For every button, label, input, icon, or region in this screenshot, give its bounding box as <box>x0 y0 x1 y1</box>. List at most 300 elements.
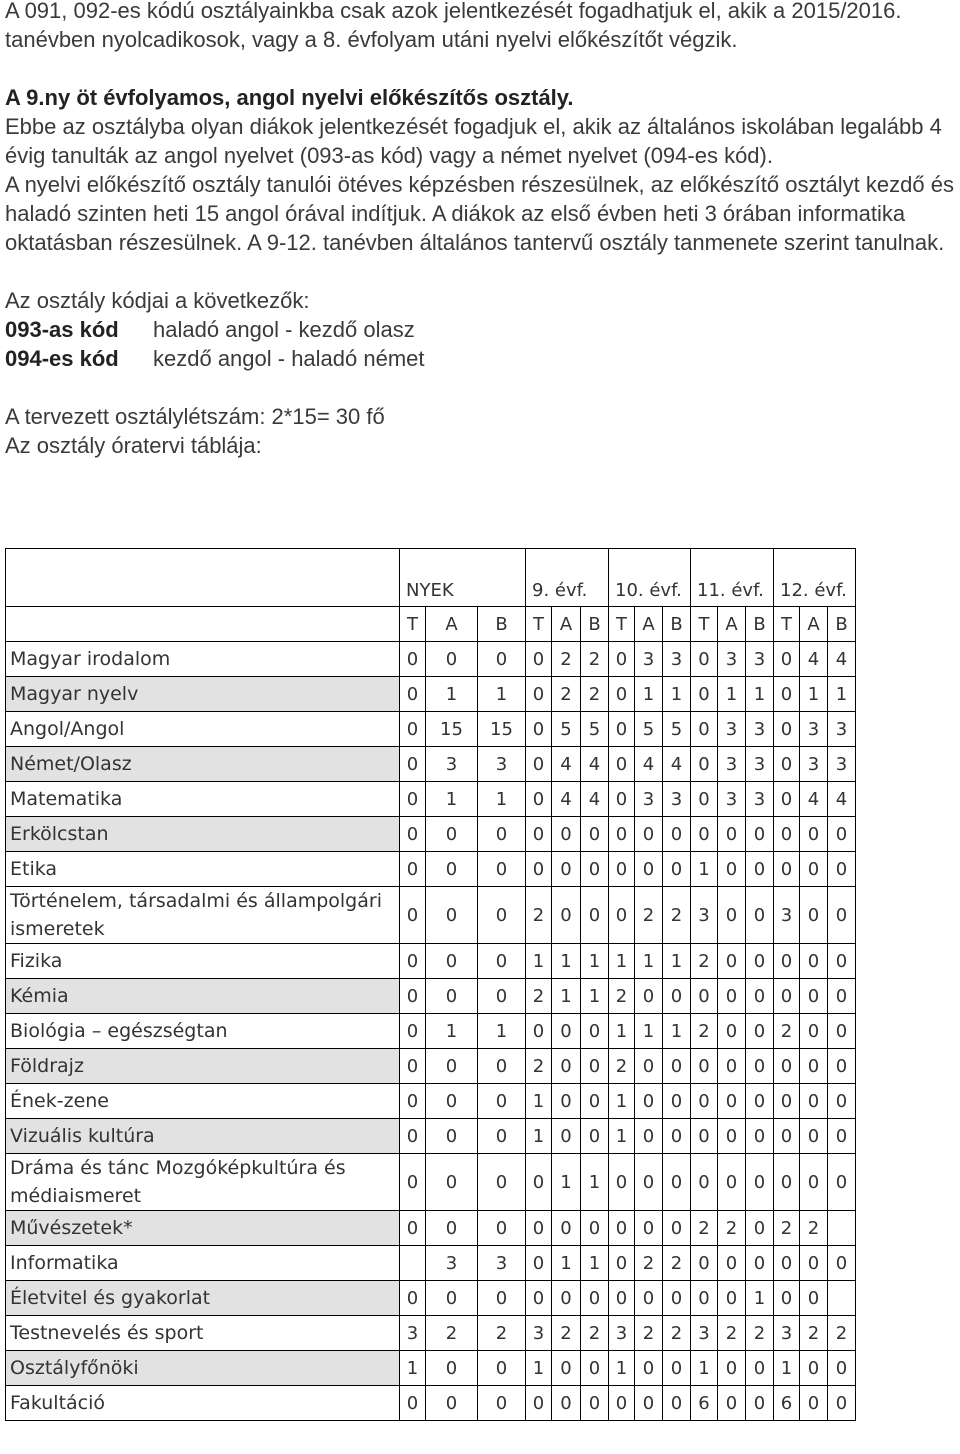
hours-cell: 0 <box>774 817 800 852</box>
curriculum-table <box>5 548 856 1421</box>
hours-cell: 3 <box>746 712 774 747</box>
hours-cell: 15 <box>478 712 526 747</box>
hours-cell: 0 <box>526 1281 552 1316</box>
hours-cell: 0 <box>609 1246 635 1281</box>
hours-cell: 0 <box>400 817 426 852</box>
hours-cell: 3 <box>478 747 526 782</box>
hours-cell: 0 <box>774 782 800 817</box>
hours-cell: 0 <box>400 1014 426 1049</box>
subject-cell: Fakultáció <box>6 1386 400 1421</box>
hours-cell: 0 <box>526 642 552 677</box>
hours-cell: 0 <box>663 852 691 887</box>
subject-cell: Történelem, társadalmi és állampolgári ismeretek <box>6 887 400 944</box>
hours-cell: 0 <box>691 1246 718 1281</box>
hours-cell: 2 <box>635 887 663 944</box>
sub-header-cell: B <box>746 607 774 642</box>
hours-cell: 2 <box>663 1316 691 1351</box>
hours-cell: 4 <box>828 782 856 817</box>
hours-cell: 0 <box>526 1211 552 1246</box>
hours-cell: 3 <box>746 747 774 782</box>
hours-cell: 0 <box>526 1154 552 1211</box>
hours-cell: 3 <box>635 782 663 817</box>
hours-cell: 0 <box>774 747 800 782</box>
table-row <box>6 1084 856 1119</box>
hours-cell: 2 <box>828 1316 856 1351</box>
subject-cell: Etika <box>6 852 400 887</box>
hours-cell: 0 <box>426 817 478 852</box>
hours-cell: 0 <box>774 1154 800 1211</box>
hours-cell: 0 <box>426 642 478 677</box>
header-empty-cell <box>6 549 400 607</box>
hours-cell: 0 <box>774 1281 800 1316</box>
hours-cell: 0 <box>426 1211 478 1246</box>
table-row <box>6 852 856 887</box>
hours-cell: 0 <box>691 642 718 677</box>
hours-cell: 3 <box>718 747 746 782</box>
subject-cell: Osztályfőnöki <box>6 1351 400 1386</box>
hours-cell: 3 <box>774 887 800 944</box>
hours-cell: 1 <box>526 1119 552 1154</box>
hours-cell: 0 <box>718 1154 746 1211</box>
hours-cell: 2 <box>552 677 581 712</box>
hours-cell: 0 <box>828 887 856 944</box>
hours-cell: 0 <box>800 1351 828 1386</box>
table-row <box>6 1049 856 1084</box>
hours-cell: 0 <box>426 1084 478 1119</box>
subject-cell: Testnevelés és sport <box>6 1316 400 1351</box>
hours-cell: 0 <box>828 817 856 852</box>
subject-cell: Életvitel és gyakorlat <box>6 1281 400 1316</box>
subject-cell: Dráma és tánc Mozgóképkultúra és médiaismeret <box>6 1154 400 1211</box>
hours-cell: 0 <box>691 817 718 852</box>
sub-header-cell: B <box>478 607 526 642</box>
hours-cell: 3 <box>635 642 663 677</box>
hours-cell: 1 <box>426 1014 478 1049</box>
hours-cell: 0 <box>478 852 526 887</box>
hours-cell: 0 <box>552 1049 581 1084</box>
hours-cell: 0 <box>609 782 635 817</box>
sub-header-cell: T <box>691 607 718 642</box>
hours-cell: 1 <box>774 1351 800 1386</box>
subject-cell: Földrajz <box>6 1049 400 1084</box>
hours-cell: 1 <box>800 677 828 712</box>
hours-cell: 0 <box>400 642 426 677</box>
hours-cell: 0 <box>746 1246 774 1281</box>
year-header-row <box>6 549 856 607</box>
hours-cell: 0 <box>426 1119 478 1154</box>
subject-cell: Magyar irodalom <box>6 642 400 677</box>
code-line <box>5 315 957 344</box>
subject-cell: Angol/Angol <box>6 712 400 747</box>
hours-cell: 0 <box>774 712 800 747</box>
hours-cell: 0 <box>691 677 718 712</box>
table-row <box>6 1154 856 1211</box>
hours-cell: 3 <box>800 712 828 747</box>
hours-cell: 0 <box>774 979 800 1014</box>
hours-cell: 0 <box>526 1386 552 1421</box>
hours-cell: 0 <box>552 1014 581 1049</box>
hours-cell: 1 <box>400 1351 426 1386</box>
hours-cell: 0 <box>718 1386 746 1421</box>
hours-cell: 0 <box>478 1084 526 1119</box>
table-row <box>6 944 856 979</box>
hours-cell: 0 <box>400 1211 426 1246</box>
hours-cell: 0 <box>478 1049 526 1084</box>
hours-cell: 0 <box>774 944 800 979</box>
hours-cell: 0 <box>400 979 426 1014</box>
hours-cell: 5 <box>581 712 609 747</box>
hours-cell: 3 <box>718 782 746 817</box>
hours-cell: 1 <box>581 1246 609 1281</box>
hours-cell: 0 <box>746 1154 774 1211</box>
hours-cell: 0 <box>800 1154 828 1211</box>
hours-cell: 0 <box>691 712 718 747</box>
hours-cell: 1 <box>426 782 478 817</box>
hours-cell: 0 <box>800 1014 828 1049</box>
hours-cell: 0 <box>400 747 426 782</box>
hours-cell <box>828 1211 856 1246</box>
hours-cell: 3 <box>718 642 746 677</box>
hours-cell: 0 <box>718 1246 746 1281</box>
hours-cell: 2 <box>426 1316 478 1351</box>
hours-cell: 3 <box>400 1316 426 1351</box>
hours-cell: 0 <box>581 887 609 944</box>
hours-cell: 2 <box>478 1316 526 1351</box>
hours-cell: 0 <box>426 1351 478 1386</box>
hours-cell: 0 <box>400 1154 426 1211</box>
hours-cell: 0 <box>526 817 552 852</box>
table-row <box>6 817 856 852</box>
hours-cell: 0 <box>581 1049 609 1084</box>
hours-cell: 3 <box>774 1316 800 1351</box>
hours-cell: 0 <box>774 852 800 887</box>
hours-cell: 0 <box>552 1084 581 1119</box>
class-heading: A 9.ny öt évfolyamos, angol nyelvi előkészítős osztály. <box>5 85 574 110</box>
hours-cell: 0 <box>718 944 746 979</box>
subject-cell: Művészetek* <box>6 1211 400 1246</box>
hours-cell: 0 <box>800 1386 828 1421</box>
code-label: 093-as kód <box>5 317 119 342</box>
hours-cell: 0 <box>478 1154 526 1211</box>
subject-cell: Erkölcstan <box>6 817 400 852</box>
code-line <box>5 344 957 373</box>
hours-cell: 0 <box>609 747 635 782</box>
hours-cell: 0 <box>400 677 426 712</box>
hours-cell: 0 <box>609 1386 635 1421</box>
hours-cell: 0 <box>663 1386 691 1421</box>
sub-header-empty-cell <box>6 607 400 642</box>
intro-paragraph-3: A nyelvi előkészítő osztály tanulói ötéves képzésben részesülnek, az előkészítő osztályt kezdő és haladó szinten heti 15 angol órával indítjuk. A diákok az első évben heti 3 órában informatika oktatásban részesülnek. A 9-12. tanévben általános tantervű osztály tanmenete szerint tanulnak. <box>5 172 954 255</box>
hours-cell: 1 <box>635 1014 663 1049</box>
hours-cell: 0 <box>478 979 526 1014</box>
table-row <box>6 642 856 677</box>
hours-cell: 5 <box>635 712 663 747</box>
hours-cell: 0 <box>663 979 691 1014</box>
hours-cell: 0 <box>581 1351 609 1386</box>
hours-cell: 0 <box>609 677 635 712</box>
hours-cell: 2 <box>609 1049 635 1084</box>
hours-cell: 2 <box>774 1014 800 1049</box>
hours-cell: 3 <box>609 1316 635 1351</box>
hours-cell: 0 <box>400 1281 426 1316</box>
hours-cell: 1 <box>526 1351 552 1386</box>
hours-cell: 0 <box>478 944 526 979</box>
hours-cell: 0 <box>663 1154 691 1211</box>
hours-cell: 0 <box>552 1281 581 1316</box>
hours-cell: 1 <box>478 677 526 712</box>
hours-cell: 3 <box>426 747 478 782</box>
subject-cell: Ének-zene <box>6 1084 400 1119</box>
hours-cell: 1 <box>478 1014 526 1049</box>
sub-header-cell: T <box>609 607 635 642</box>
hours-cell: 2 <box>609 979 635 1014</box>
hours-cell: 0 <box>800 1119 828 1154</box>
hours-cell: 0 <box>581 1281 609 1316</box>
sub-header-cell: A <box>552 607 581 642</box>
hours-cell: 0 <box>800 1246 828 1281</box>
sub-header-cell: T <box>774 607 800 642</box>
hours-cell: 0 <box>609 712 635 747</box>
hours-cell: 0 <box>718 1281 746 1316</box>
hours-cell: 0 <box>718 1049 746 1084</box>
hours-cell: 0 <box>526 1246 552 1281</box>
hours-cell: 3 <box>828 712 856 747</box>
table-row <box>6 677 856 712</box>
hours-cell: 0 <box>478 817 526 852</box>
hours-cell: 0 <box>774 1246 800 1281</box>
hours-cell: 0 <box>663 817 691 852</box>
hours-cell: 0 <box>581 1211 609 1246</box>
hours-cell: 0 <box>746 817 774 852</box>
hours-cell: 0 <box>526 677 552 712</box>
hours-cell: 0 <box>400 1084 426 1119</box>
hours-cell <box>400 1246 426 1281</box>
sub-header-cell: B <box>581 607 609 642</box>
hours-cell: 0 <box>478 1351 526 1386</box>
codes-title: Az osztály kódjai a következők: <box>5 288 310 313</box>
hours-cell: 0 <box>552 1211 581 1246</box>
hours-cell: 0 <box>718 887 746 944</box>
hours-cell: 0 <box>552 1386 581 1421</box>
hours-cell: 0 <box>746 1386 774 1421</box>
hours-cell: 0 <box>718 979 746 1014</box>
table-row <box>6 1211 856 1246</box>
hours-cell: 0 <box>800 887 828 944</box>
hours-cell: 0 <box>774 1119 800 1154</box>
hours-cell: 0 <box>426 1049 478 1084</box>
hours-cell: 0 <box>828 1119 856 1154</box>
hours-cell: 1 <box>635 677 663 712</box>
hours-cell: 0 <box>400 944 426 979</box>
hours-cell: 0 <box>828 1386 856 1421</box>
hours-cell: 0 <box>478 642 526 677</box>
hours-cell: 0 <box>718 1084 746 1119</box>
hours-cell: 15 <box>426 712 478 747</box>
hours-cell: 1 <box>552 1154 581 1211</box>
hours-cell: 1 <box>552 944 581 979</box>
hours-cell: 3 <box>691 887 718 944</box>
hours-cell: 0 <box>478 1281 526 1316</box>
hours-cell: 3 <box>663 642 691 677</box>
hours-cell: 0 <box>581 817 609 852</box>
hours-cell: 0 <box>774 1084 800 1119</box>
subject-cell: Fizika <box>6 944 400 979</box>
hours-cell: 0 <box>828 1154 856 1211</box>
hours-cell: 4 <box>800 782 828 817</box>
table-row <box>6 1316 856 1351</box>
hours-cell: 1 <box>746 1281 774 1316</box>
hours-cell: 2 <box>635 1316 663 1351</box>
table-row <box>6 782 856 817</box>
hours-cell: 0 <box>426 1154 478 1211</box>
hours-cell: 0 <box>526 852 552 887</box>
hours-cell: 3 <box>800 747 828 782</box>
hours-cell: 1 <box>609 944 635 979</box>
hours-cell: 1 <box>526 944 552 979</box>
hours-cell: 2 <box>718 1211 746 1246</box>
hours-cell: 0 <box>635 1119 663 1154</box>
hours-cell: 0 <box>663 1119 691 1154</box>
hours-cell: 0 <box>746 887 774 944</box>
hours-cell: 0 <box>400 712 426 747</box>
hours-cell: 0 <box>635 817 663 852</box>
hours-cell: 0 <box>691 1119 718 1154</box>
hours-cell: 0 <box>800 852 828 887</box>
hours-cell: 0 <box>828 979 856 1014</box>
hours-cell: 0 <box>581 1386 609 1421</box>
hours-cell: 0 <box>691 1281 718 1316</box>
table-row <box>6 712 856 747</box>
hours-cell: 0 <box>718 1351 746 1386</box>
hours-cell: 2 <box>581 642 609 677</box>
hours-cell: 4 <box>828 642 856 677</box>
hours-cell: 1 <box>635 944 663 979</box>
hours-cell: 6 <box>774 1386 800 1421</box>
table-row <box>6 1351 856 1386</box>
hours-cell: 2 <box>552 642 581 677</box>
hours-cell: 2 <box>663 887 691 944</box>
hours-cell: 0 <box>526 1014 552 1049</box>
hours-cell: 0 <box>828 1246 856 1281</box>
hours-cell: 0 <box>828 944 856 979</box>
intro-paragraph-2: Ebbe az osztályba olyan diákok jelentkezését fogadjuk el, akik az általános iskolában legalább 4 évig tanulták az angol nyelvet (093-as kód) vagy a német nyelvet (094-es kód). <box>5 114 942 168</box>
hours-cell: 0 <box>800 1281 828 1316</box>
hours-cell: 0 <box>691 979 718 1014</box>
hours-cell: 0 <box>635 1154 663 1211</box>
hours-cell: 2 <box>526 887 552 944</box>
hours-cell: 0 <box>581 1014 609 1049</box>
table-row <box>6 1119 856 1154</box>
hours-cell: 0 <box>552 887 581 944</box>
hours-cell: 0 <box>609 1154 635 1211</box>
hours-cell: 0 <box>581 852 609 887</box>
table-row <box>6 1386 856 1421</box>
hours-cell: 1 <box>691 1351 718 1386</box>
year-header-10: 10. évf. <box>609 549 691 607</box>
hours-cell: 0 <box>718 1014 746 1049</box>
subject-cell: Vizuális kultúra <box>6 1119 400 1154</box>
hours-cell: 0 <box>828 1049 856 1084</box>
hours-cell: 0 <box>691 1154 718 1211</box>
hours-cell: 4 <box>552 747 581 782</box>
hours-cell: 1 <box>478 782 526 817</box>
hours-cell: 2 <box>800 1316 828 1351</box>
sub-header-cell: A <box>718 607 746 642</box>
sub-header-cell: T <box>400 607 426 642</box>
intro-paragraph-1: A 091, 092-es kódú osztályainkba csak azok jelentkezését fogadhatjuk el, akik a 2015/2016. tanévben nyolcadikosok, vagy a 8. évfolyam utáni nyelvi előkészítőt végzik. <box>5 0 902 52</box>
hours-cell: 4 <box>581 747 609 782</box>
hours-cell: 0 <box>400 1119 426 1154</box>
year-header-12: 12. évf. <box>774 549 856 607</box>
hours-cell: 0 <box>691 747 718 782</box>
hours-cell: 0 <box>746 1084 774 1119</box>
hours-cell: 1 <box>746 677 774 712</box>
year-header-9: 9. évf. <box>526 549 609 607</box>
hours-cell: 0 <box>800 979 828 1014</box>
hours-cell: 0 <box>746 1351 774 1386</box>
hours-cell: 5 <box>663 712 691 747</box>
table-row <box>6 1014 856 1049</box>
hours-cell: 0 <box>426 887 478 944</box>
hours-cell: 0 <box>828 1351 856 1386</box>
hours-cell: 2 <box>718 1316 746 1351</box>
hours-cell: 0 <box>718 817 746 852</box>
hours-cell: 3 <box>691 1316 718 1351</box>
hours-cell: 1 <box>663 1014 691 1049</box>
hours-cell: 0 <box>581 1084 609 1119</box>
table-row <box>6 887 856 944</box>
hours-cell: 0 <box>828 1084 856 1119</box>
hours-cell: 0 <box>718 1119 746 1154</box>
hours-cell: 0 <box>691 1084 718 1119</box>
hours-cell: 0 <box>800 944 828 979</box>
hours-cell: 0 <box>663 1351 691 1386</box>
hours-cell: 0 <box>400 782 426 817</box>
hours-cell: 0 <box>552 817 581 852</box>
hours-cell: 4 <box>800 642 828 677</box>
hours-cell: 0 <box>635 1351 663 1386</box>
hours-cell: 0 <box>478 1211 526 1246</box>
hours-cell: 3 <box>718 712 746 747</box>
hours-cell: 1 <box>663 944 691 979</box>
hours-cell: 3 <box>746 642 774 677</box>
hours-cell: 0 <box>746 944 774 979</box>
hours-cell: 0 <box>426 852 478 887</box>
hours-cell: 0 <box>400 1049 426 1084</box>
hours-cell: 0 <box>635 1281 663 1316</box>
hours-cell: 0 <box>828 1014 856 1049</box>
hours-cell: 1 <box>609 1014 635 1049</box>
hours-cell: 0 <box>400 852 426 887</box>
hours-cell: 0 <box>635 979 663 1014</box>
hours-cell: 0 <box>609 642 635 677</box>
hours-cell: 0 <box>552 852 581 887</box>
sub-header-cell: A <box>800 607 828 642</box>
hours-cell: 0 <box>426 1281 478 1316</box>
hours-cell: 0 <box>691 1049 718 1084</box>
subject-cell: Matematika <box>6 782 400 817</box>
hours-cell: 0 <box>663 1281 691 1316</box>
hours-cell: 0 <box>609 887 635 944</box>
hours-cell: 0 <box>478 887 526 944</box>
hours-cell: 2 <box>635 1246 663 1281</box>
sub-header-cell: B <box>828 607 856 642</box>
year-header-nyek: NYEK <box>400 549 526 607</box>
code-label: 094-es kód <box>5 346 119 371</box>
hours-cell: 0 <box>828 852 856 887</box>
hours-cell: 1 <box>691 852 718 887</box>
table-row <box>6 1281 856 1316</box>
